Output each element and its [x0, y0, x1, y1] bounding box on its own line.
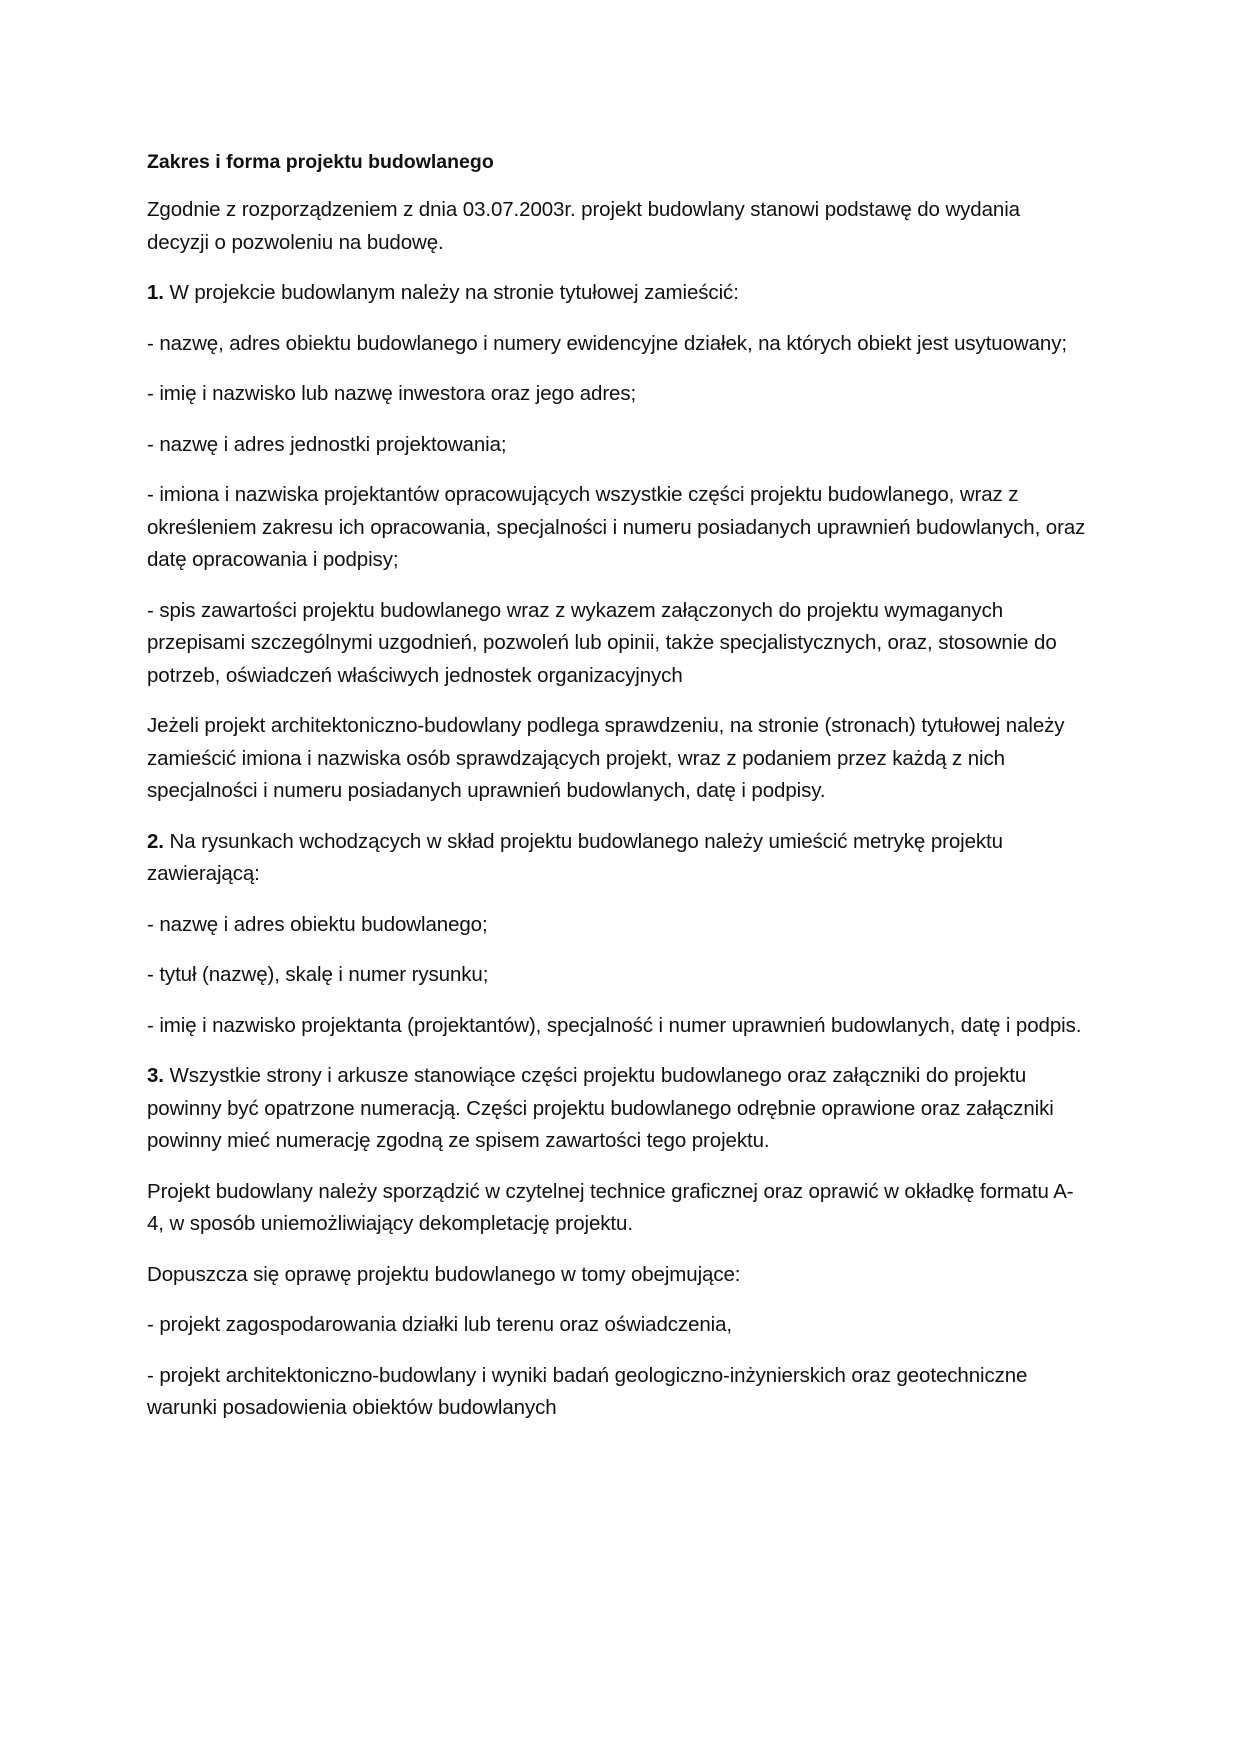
list-item	[147, 1010, 1087, 1043]
list-item	[147, 378, 1087, 411]
document-title: Zakres i forma projektu budowlanego	[147, 151, 494, 173]
paragraph-text: Wszystkie strony i arkusze stanowiące części projektu budowlanego oraz załączniki do projektu powinny być opatrzone numeracją. Części projektu budowlanego odrębnie oprawione oraz załączniki powinny mieć numerację zgodną ze spisem zawartości tego projektu.	[147, 1064, 1054, 1152]
paragraph-text: - tytuł (nazwę), skalę i numer rysunku;	[147, 963, 489, 986]
paragraph-text: Projekt budowlany należy sporządzić w czytelnej technice graficznej oraz oprawić w okładkę formatu A-4, w sposób uniemożliwiający dekompletację projektu.	[147, 1179, 1074, 1235]
paragraph	[147, 1259, 1087, 1292]
paragraph-text: - projekt zagospodarowania działki lub terenu oraz oświadczenia,	[147, 1313, 733, 1336]
document-body	[147, 150, 1087, 1443]
paragraph-number: 2.	[147, 829, 164, 853]
paragraph-text: - imię i nazwisko projektanta (projektantów), specjalność i numer uprawnień budowlanych, datę i podpis.	[147, 1013, 1082, 1037]
paragraph-text: Jeżeli projekt architektoniczno-budowlany podlega sprawdzeniu, na stronie (stronach) tytułowej należy zamieścić imiona i nazwiska osób sprawdzających projekt, wraz z podaniem przez każdą z nich specjalności i numeru posiadanych uprawnień budowlanych, datę i podpisy.	[147, 714, 1065, 802]
paragraph	[147, 1176, 1087, 1241]
paragraph-text: - spis zawartości projektu budowlanego wraz z wykazem załączonych do projektu wymaganych przepisami szczególnymi uzgodnień, pozwoleń lub opinii, także specjalistycznych, oraz, stosownie do potrzeb, oświadczeń właściwych jednostek organizacyjnych	[147, 598, 1057, 687]
paragraph	[147, 1060, 1087, 1158]
paragraph-number: 1.	[147, 281, 164, 304]
paragraph	[147, 826, 1087, 891]
list-item	[147, 429, 1087, 462]
paragraph	[147, 277, 1087, 310]
paragraph-text: Zgodnie z rozporządzeniem z dnia 03.07.2003r. projekt budowlany stanowi podstawę do wydania decyzji o pozwoleniu na budowę.	[147, 198, 1020, 254]
paragraph-text: - nazwę i adres jednostki projektowania;	[147, 432, 507, 456]
list-item	[147, 479, 1087, 577]
paragraph	[147, 710, 1087, 808]
paragraph-text: - projekt architektoniczno-budowlany i wyniki badań geologiczno-inżynierskich oraz geotechniczne warunki posadowienia obiektów budowlanych	[147, 1363, 1028, 1419]
paragraph-text: Dopuszcza się oprawę projektu budowlanego w tomy obejmujące:	[147, 1262, 741, 1286]
paragraph-text: W projekcie budowlanym należy na stronie tytułowej zamieścić:	[163, 281, 739, 304]
paragraph-text: - nazwę i adres obiektu budowlanego;	[147, 912, 488, 936]
paragraph-number: 3.	[147, 1064, 164, 1087]
list-item	[147, 959, 1087, 992]
paragraph-text: Na rysunkach wchodzących w skład projektu budowlanego należy umieścić metrykę projektu zawierającą:	[147, 829, 1003, 885]
paragraph-text: - imiona i nazwiska projektantów opracowujących wszystkie części projektu budowlanego, wraz z określeniem zakresu ich opracowania, specjalności i numeru posiadanych uprawnień budowlanych, oraz datę opracowania i podpisy;	[147, 483, 1086, 571]
list-item	[147, 328, 1087, 361]
list-item	[147, 1360, 1087, 1425]
paragraph-text: - nazwę, adres obiektu budowlanego i numery ewidencyjne działek, na których obiekt jest usytuowany;	[147, 331, 1067, 355]
list-item	[147, 1309, 1087, 1342]
list-item	[147, 595, 1087, 693]
paragraph-text: - imię i nazwisko lub nazwę inwestora oraz jego adres;	[147, 382, 637, 405]
list-item	[147, 909, 1087, 942]
paragraph	[147, 194, 1087, 259]
